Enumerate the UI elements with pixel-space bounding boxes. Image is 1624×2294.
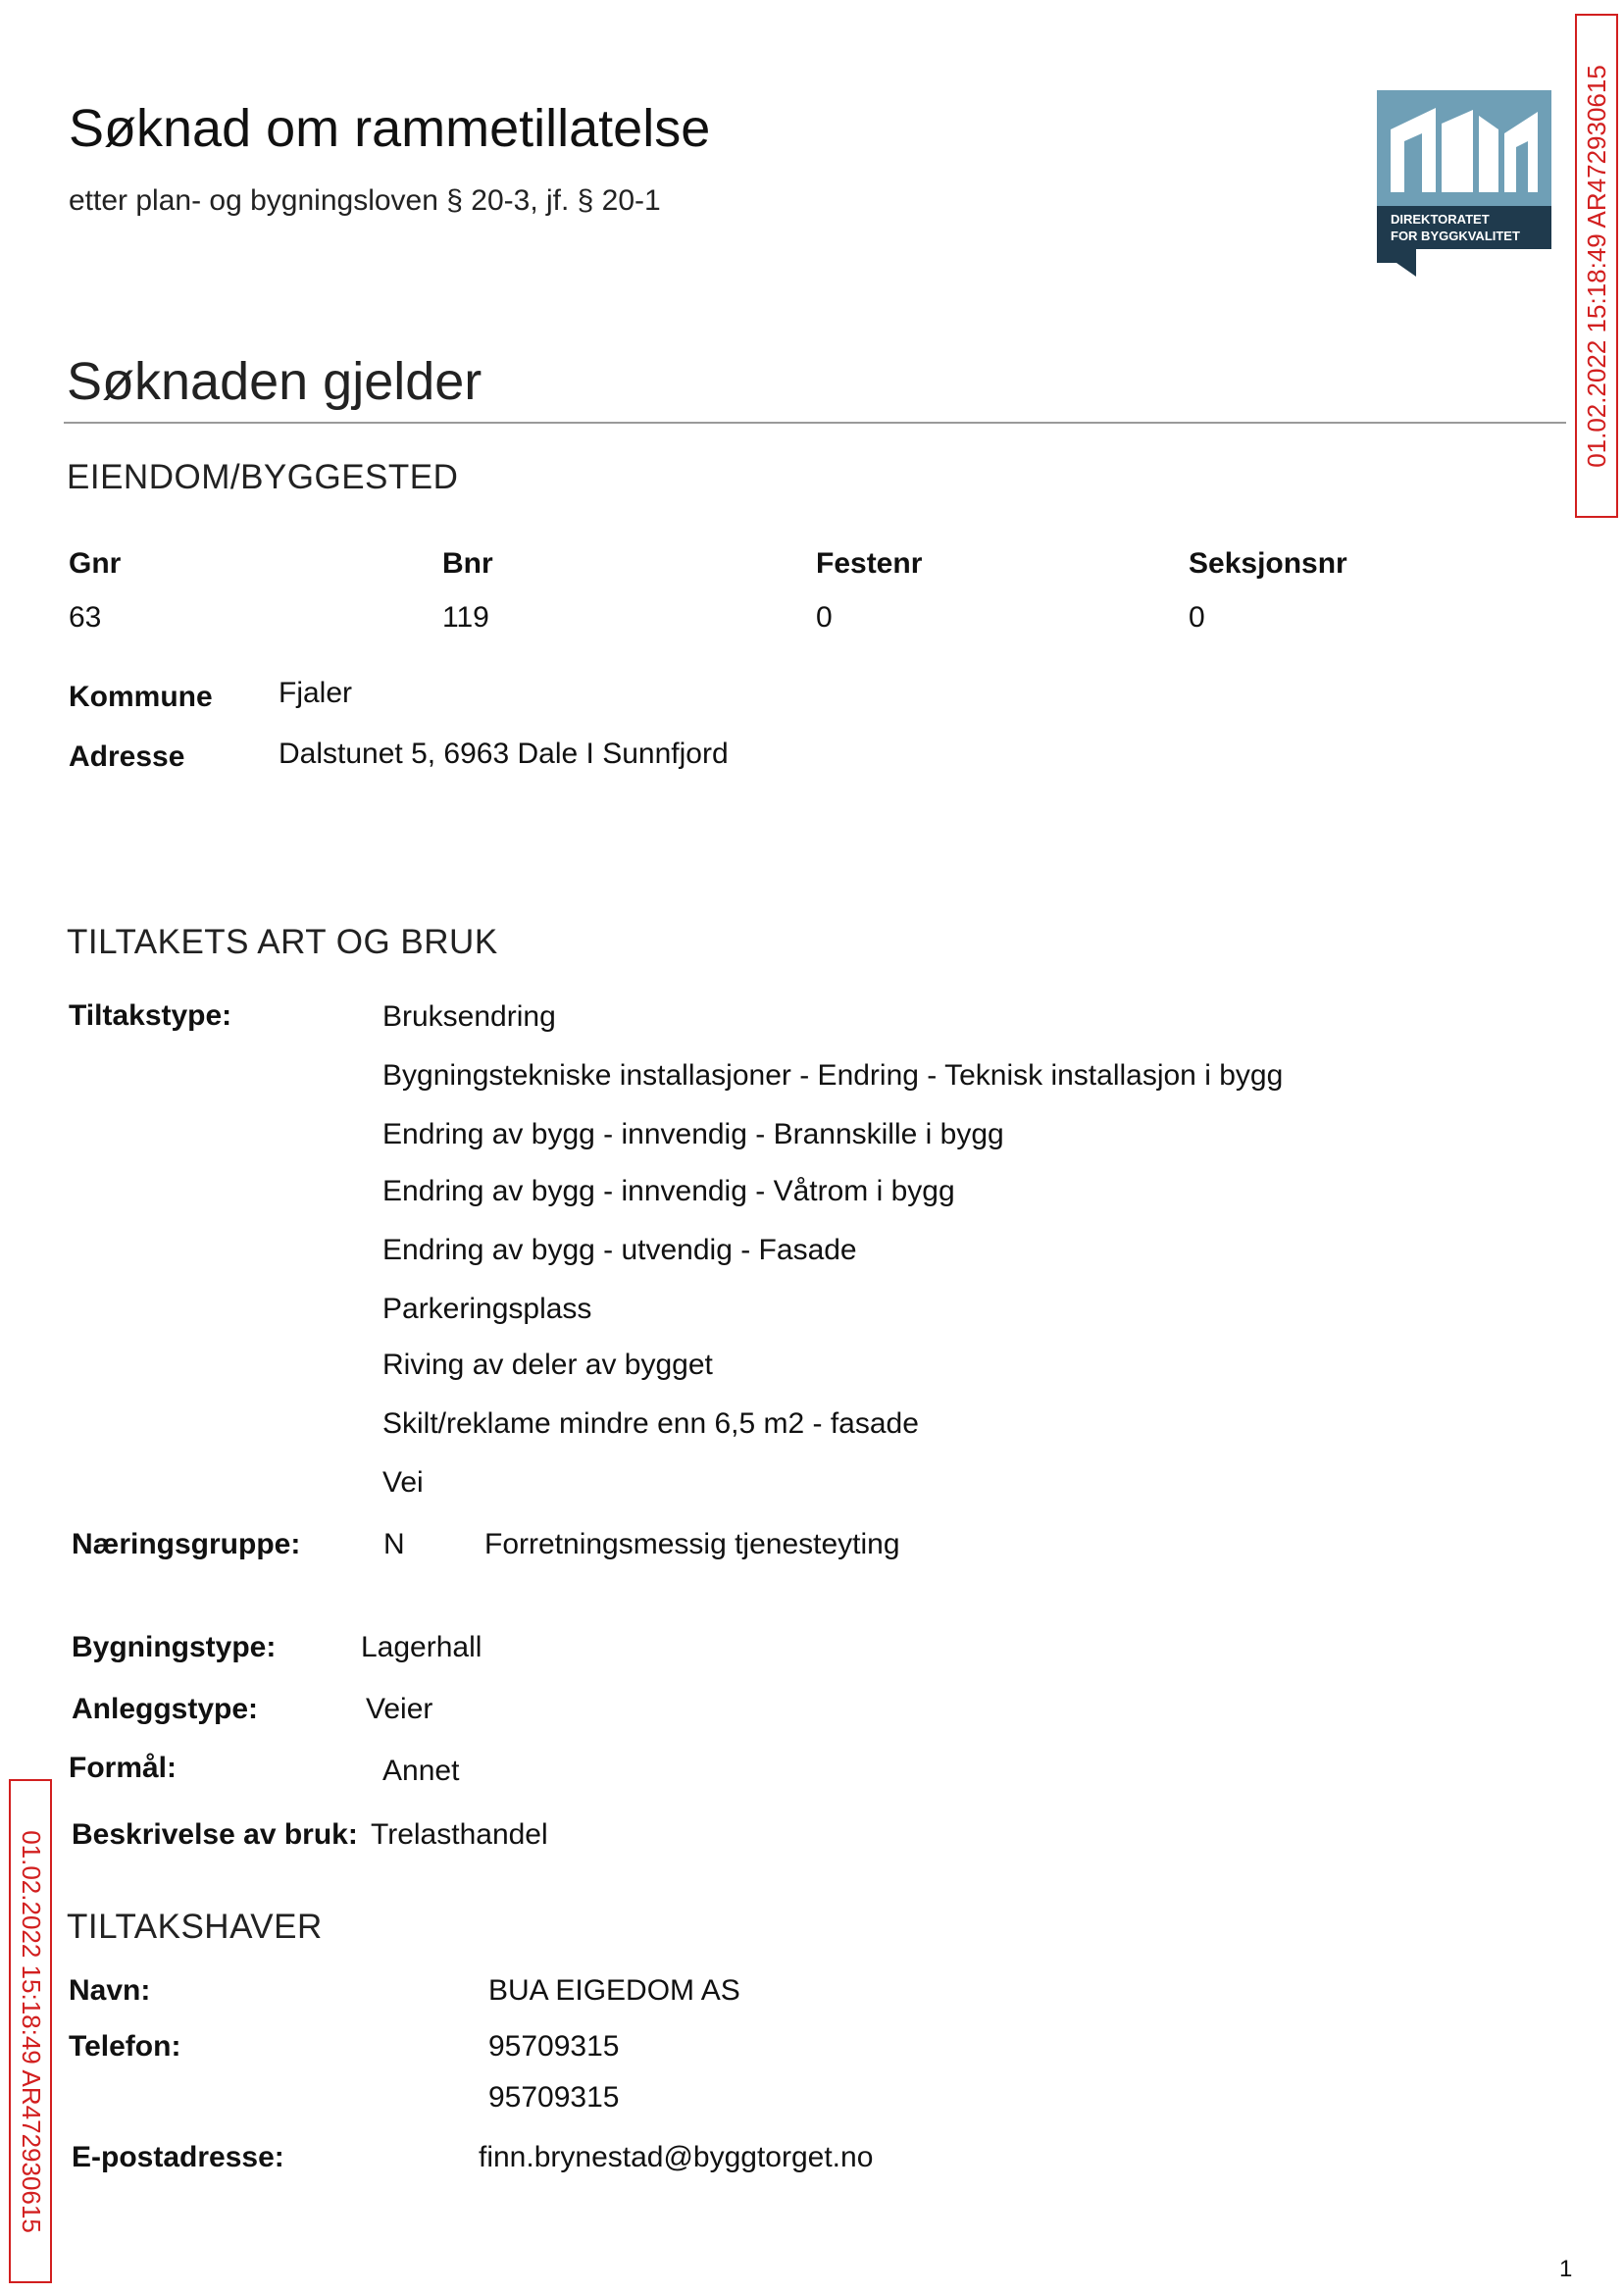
epost-value: finn.brynestad@byggtorget.no <box>479 2141 874 2173</box>
tiltakstype-item: Bygningstekniske installasjoner - Endring - Teknisk installasjon i bygg <box>382 1059 1284 1092</box>
navn-label: Navn: <box>69 1974 151 2007</box>
beskrivelse-label: Beskrivelse av bruk: <box>72 1818 358 1851</box>
stamp-text: 01.02.2022 15:18:49 AR472930615 <box>1581 64 1611 468</box>
tiltakstype-item: Skilt/reklame mindre enn 6,5 m2 - fasade <box>382 1407 919 1440</box>
document-subtitle: etter plan- og bygningsloven § 20-3, jf. § 20-1 <box>69 184 661 217</box>
adresse-value: Dalstunet 5, 6963 Dale I Sunnfjord <box>279 738 729 770</box>
telefon-value: 95709315 <box>488 2081 620 2114</box>
anleggstype-label: Anleggstype: <box>72 1693 259 1725</box>
bygningstype-label: Bygningstype: <box>72 1631 277 1663</box>
epost-label: E-postadresse: <box>72 2141 284 2173</box>
kommune-value: Fjaler <box>279 677 353 709</box>
tiltakstype-item: Riving av deler av bygget <box>382 1349 713 1381</box>
tiltak-section-title: TILTAKETS ART OG BRUK <box>67 923 498 961</box>
bygningstype-value: Lagerhall <box>361 1631 482 1663</box>
festenr-label: Festenr <box>816 547 923 580</box>
page-number: 1 <box>1559 2256 1573 2282</box>
formal-label: Formål: <box>69 1752 178 1784</box>
kommune-label: Kommune <box>69 681 213 713</box>
festenr-value: 0 <box>816 601 833 634</box>
gnr-label: Gnr <box>69 547 122 580</box>
bnr-value: 119 <box>442 601 489 634</box>
naeringsgruppe-code: N <box>383 1528 405 1560</box>
document-title: Søknad om rammetillatelse <box>69 99 711 158</box>
navn-value: BUA EIGEDOM AS <box>488 1974 740 2007</box>
logo-text-line2: FOR BYGGKVALITET <box>1391 229 1520 243</box>
seksjonsnr-value: 0 <box>1189 601 1205 634</box>
bnr-label: Bnr <box>442 547 493 580</box>
stamp-text: 01.02.2022 15:18:49 AR472930615 <box>16 1829 46 2233</box>
dibk-logo-graphic <box>1377 90 1551 277</box>
tiltakstype-item: Endring av bygg - innvendig - Våtrom i bygg <box>382 1175 955 1207</box>
naeringsgruppe-value: Forretningsmessig tjenesteyting <box>484 1528 900 1560</box>
anleggstype-value: Veier <box>366 1693 433 1725</box>
adresse-label: Adresse <box>69 740 185 773</box>
tiltakstype-item: Bruksendring <box>382 1000 556 1033</box>
tiltakstype-label: Tiltakstype: <box>69 999 232 1032</box>
timestamp-stamp-right <box>1575 14 1618 518</box>
timestamp-stamp-left <box>9 1779 52 2283</box>
naeringsgruppe-label: Næringsgruppe: <box>72 1528 301 1560</box>
telefon-value: 95709315 <box>488 2030 620 2063</box>
seksjonsnr-label: Seksjonsnr <box>1189 547 1347 580</box>
tiltakstype-item: Parkeringsplass <box>382 1293 592 1325</box>
formal-value: Annet <box>382 1755 460 1787</box>
tiltakshaver-section-title: TILTAKSHAVER <box>67 1908 323 1946</box>
tiltakstype-item: Vei <box>382 1466 424 1499</box>
logo-text-line1: DIREKTORATET <box>1391 212 1490 227</box>
heading-divider <box>64 422 1566 424</box>
gnr-value: 63 <box>69 601 102 634</box>
beskrivelse-value: Trelasthandel <box>371 1818 548 1851</box>
tiltakstype-item: Endring av bygg - utvendig - Fasade <box>382 1234 857 1266</box>
tiltakstype-item: Endring av bygg - innvendig - Brannskille i bygg <box>382 1118 1004 1150</box>
section-heading: Søknaden gjelder <box>67 352 482 411</box>
dibk-logo <box>1377 90 1551 277</box>
eiendom-section-title: EIENDOM/BYGGESTED <box>67 458 459 496</box>
telefon-label: Telefon: <box>69 2030 181 2063</box>
